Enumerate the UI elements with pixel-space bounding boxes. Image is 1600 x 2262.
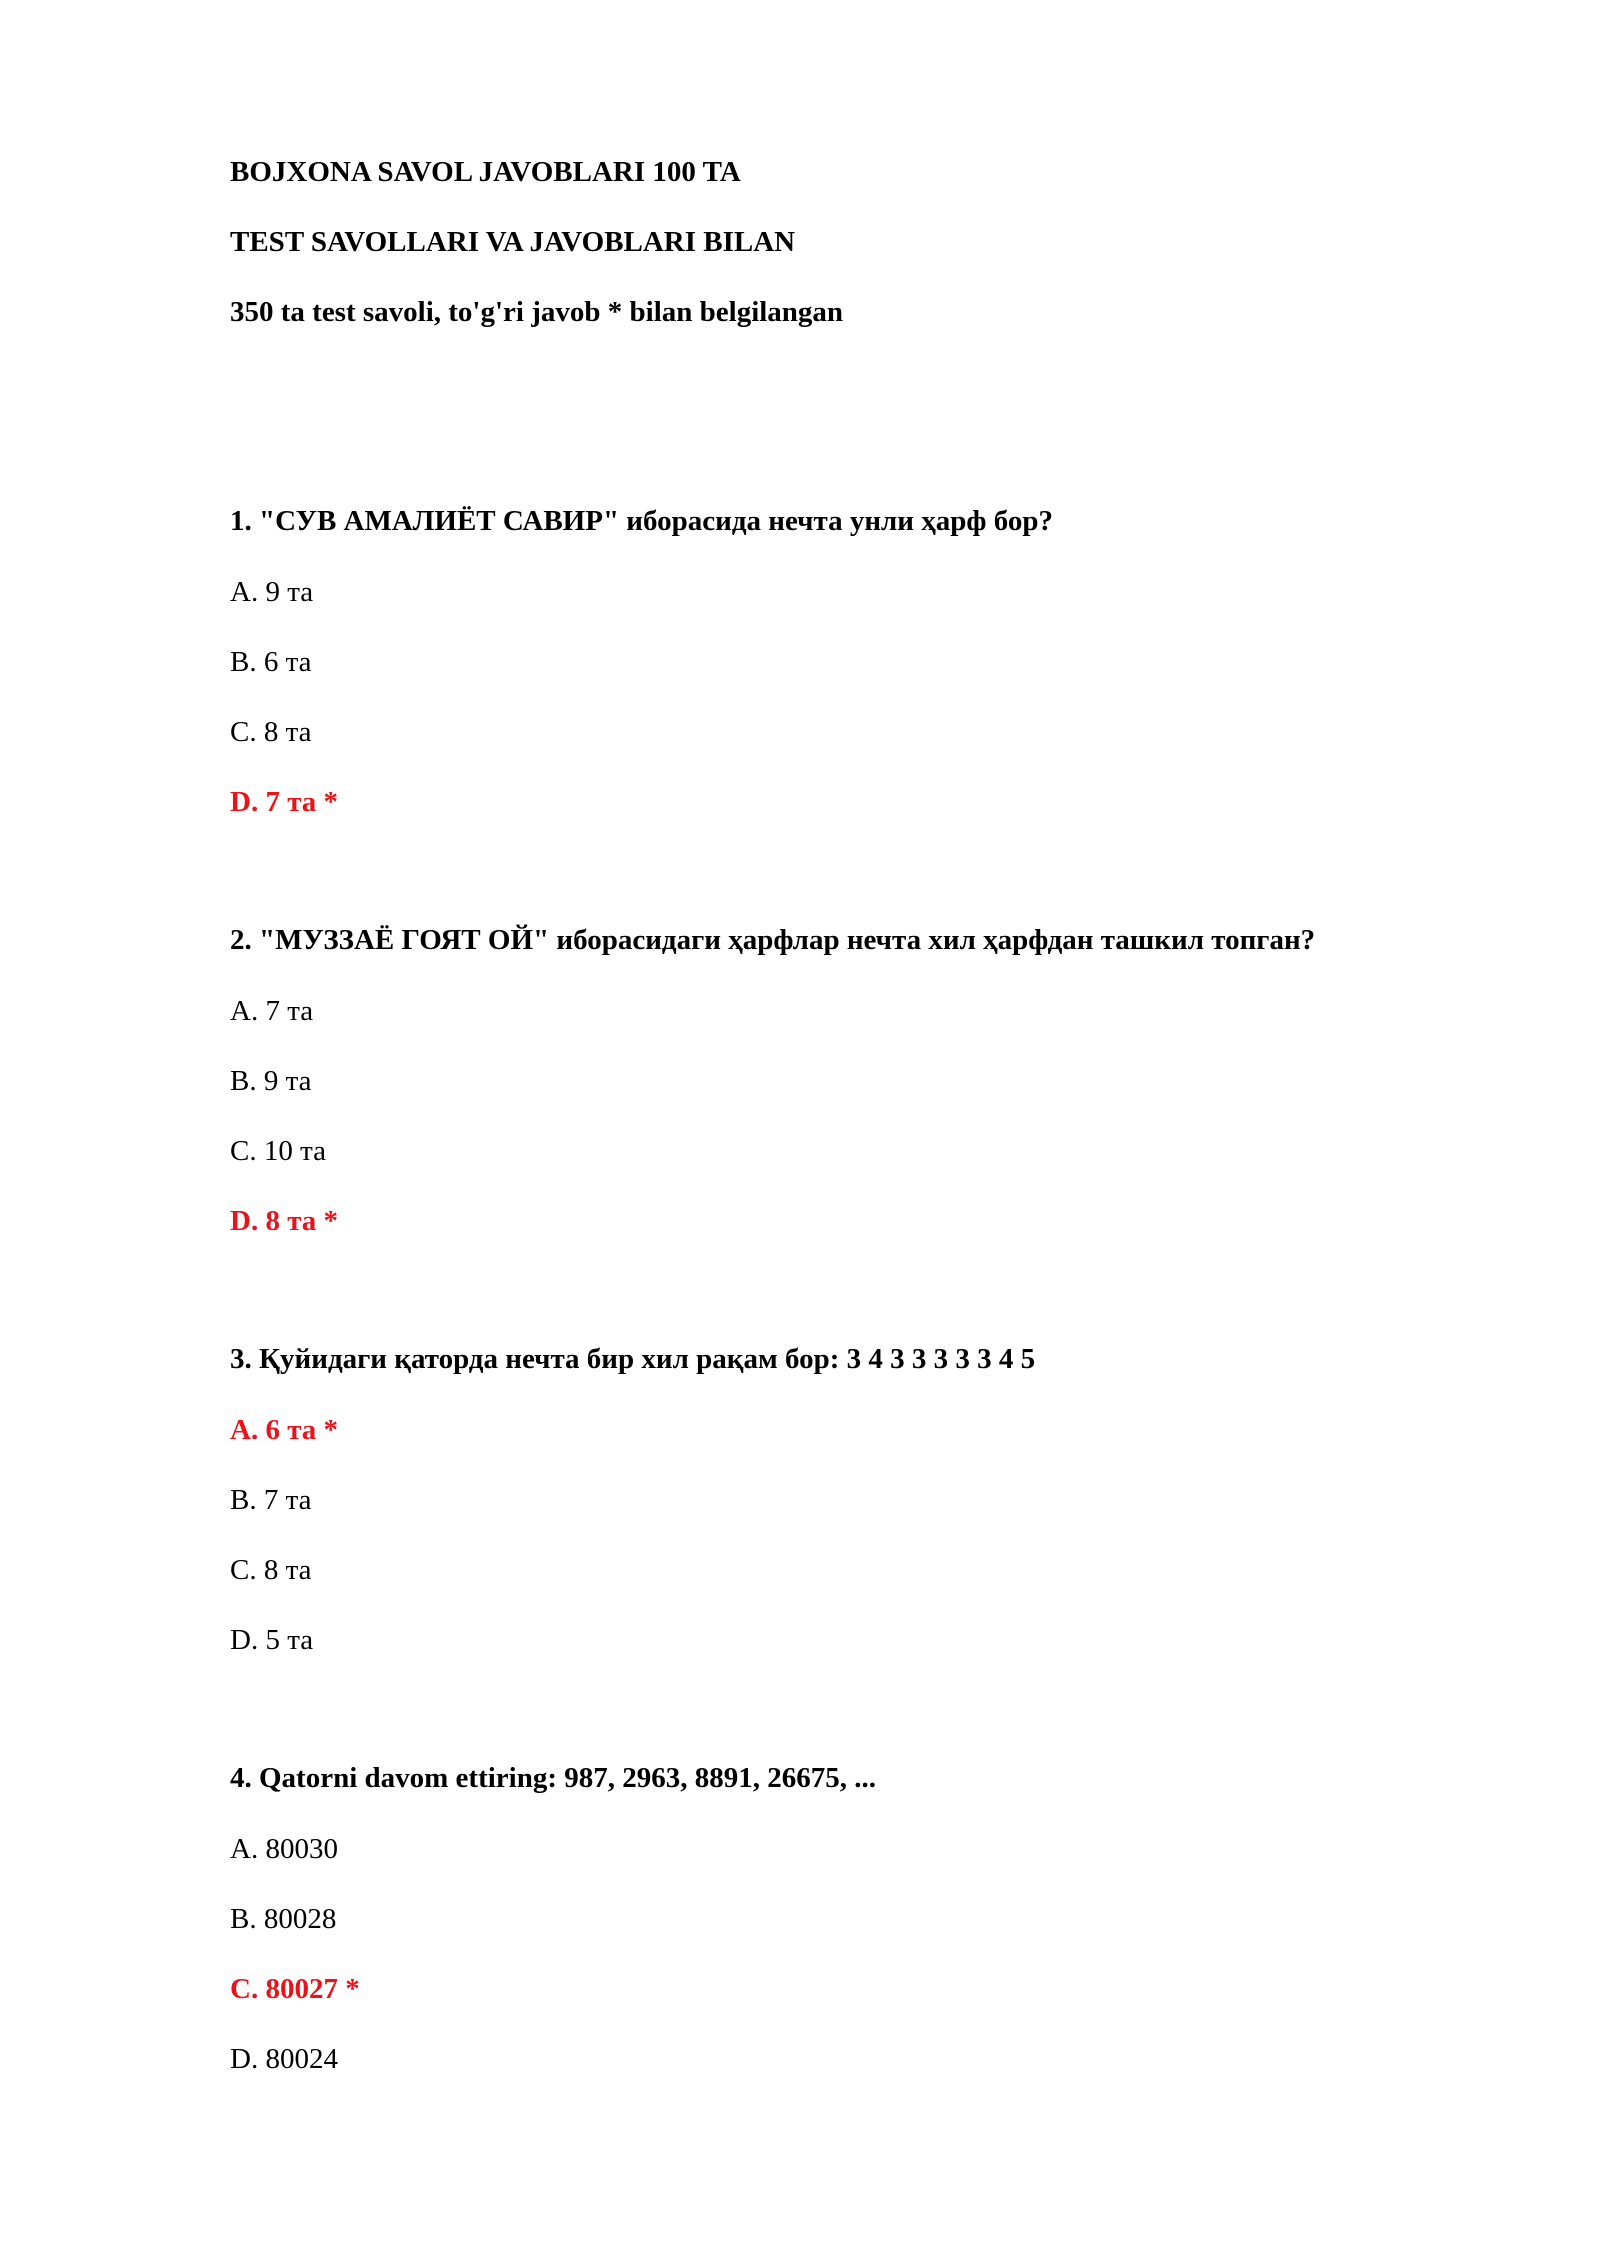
question-3-text: 3. Қуйидаги қаторда нечта бир хил рақам бор: 3 4 3 3 3 3 3 4 5 xyxy=(230,1343,1036,1375)
question-4-option-b: B. 80028 xyxy=(230,1903,337,1935)
question-2-option-d-correct: D. 8 та * xyxy=(230,1205,339,1237)
question-4-option-c-correct: C. 80027 * xyxy=(230,1973,360,2005)
question-3-option-d: D. 5 та xyxy=(230,1624,314,1656)
question-3-option-a-correct: A. 6 та * xyxy=(230,1414,339,1446)
question-1-option-c: C. 8 та xyxy=(230,716,312,748)
question-1-option-d-correct: D. 7 та * xyxy=(230,786,339,818)
question-4-text: 4. Qatorni davom ettiring: 987, 2963, 8891, 26675, ... xyxy=(230,1762,877,1794)
question-4-option-a: A. 80030 xyxy=(230,1833,338,1865)
document-title: BOJXONA SAVOL JAVOBLARI 100 TA xyxy=(230,156,741,188)
document-subtitle: TEST SAVOLLARI VA JAVOBLARI BILAN xyxy=(230,226,796,258)
document-note: 350 ta test savoli, to'g'ri javob * bilan belgilangan xyxy=(230,296,844,328)
question-3-option-c: C. 8 та xyxy=(230,1554,312,1586)
question-4-option-d: D. 80024 xyxy=(230,2043,338,2075)
question-2-option-c: C. 10 та xyxy=(230,1135,326,1167)
question-1-option-b: B. 6 та xyxy=(230,646,312,678)
question-2-option-b: B. 9 та xyxy=(230,1065,312,1097)
question-1-option-a: A. 9 та xyxy=(230,576,314,608)
question-3-option-b: B. 7 та xyxy=(230,1484,312,1516)
question-2-text: 2. "МУЗЗАЁ ГОЯТ ОЙ" иборасидаги ҳарфлар нечта хил ҳарфдан ташкил топган? xyxy=(230,924,1316,956)
question-2-option-a: A. 7 та xyxy=(230,995,314,1027)
question-1-text: 1. "СУВ АМАЛИЁТ САВИР" иборасида нечта унли ҳарф бор? xyxy=(230,505,1053,537)
